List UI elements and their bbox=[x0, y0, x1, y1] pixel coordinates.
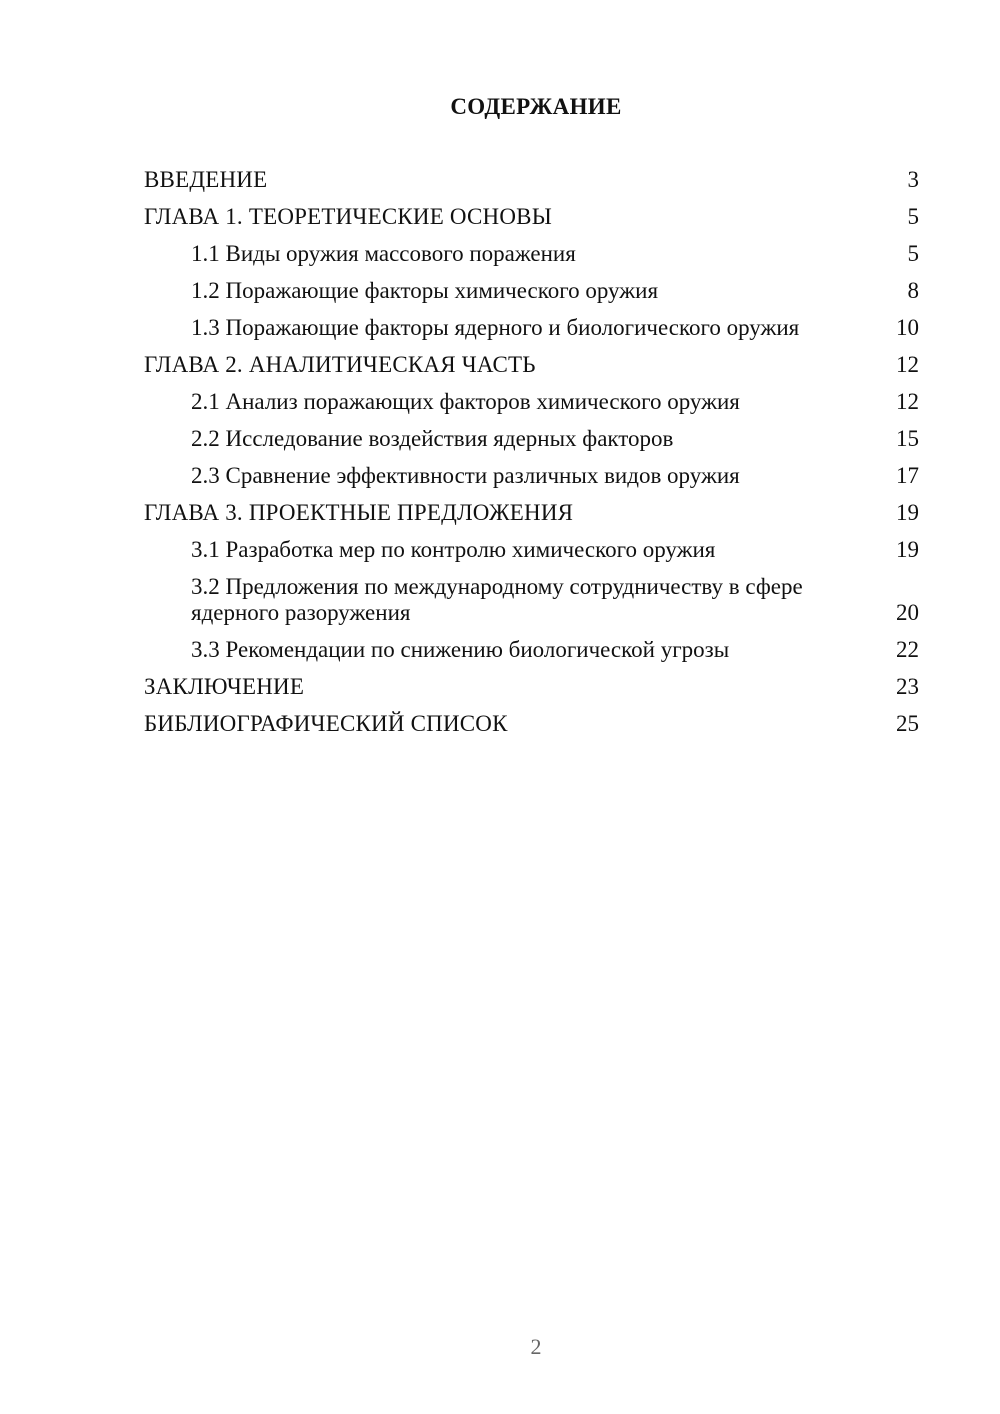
toc-entry bbox=[144, 463, 919, 489]
toc-entry-page: 19 bbox=[896, 500, 919, 525]
toc-entry bbox=[144, 389, 919, 415]
toc-entry-title: 3.2 Предложения по международному сотрудничеству в сфере ядерного разоружения bbox=[191, 574, 803, 625]
toc-entry-page: 10 bbox=[896, 315, 919, 340]
toc-entry-title: 2.3 Сравнение эффективности различных видов оружия bbox=[191, 463, 740, 488]
toc-entry bbox=[144, 574, 919, 626]
toc-entry-page: 8 bbox=[907, 278, 919, 303]
page-number: 2 bbox=[530, 1334, 542, 1359]
toc-entry-page: 15 bbox=[896, 426, 919, 451]
toc-entry-page: 12 bbox=[896, 352, 919, 377]
toc-entry bbox=[144, 500, 919, 526]
toc-entry bbox=[144, 637, 919, 663]
toc-entry-page: 20 bbox=[896, 600, 919, 625]
toc-entry-title: ГЛАВА 3. ПРОЕКТНЫЕ ПРЕДЛОЖЕНИЯ bbox=[144, 500, 574, 525]
page-title: СОДЕРЖАНИЕ bbox=[450, 94, 622, 119]
toc-entry bbox=[144, 278, 919, 304]
toc-entry-title: 2.2 Исследование воздействия ядерных факторов bbox=[191, 426, 674, 451]
toc-entry-title: 1.3 Поражающие факторы ядерного и биологического оружия bbox=[191, 315, 800, 340]
toc-entry-title: ГЛАВА 2. АНАЛИТИЧЕСКАЯ ЧАСТЬ bbox=[144, 352, 536, 377]
toc-entry bbox=[144, 167, 919, 193]
toc-entry-title: БИБЛИОГРАФИЧЕСКИЙ СПИСОК bbox=[144, 711, 508, 736]
toc-entry bbox=[144, 711, 919, 737]
toc-entry-title: 1.1 Виды оружия массового поражения bbox=[191, 241, 576, 266]
toc-entry-page: 3 bbox=[907, 167, 919, 192]
toc-entry bbox=[144, 352, 919, 378]
toc-entry-page: 22 bbox=[896, 637, 919, 662]
toc-entry-page: 5 bbox=[907, 204, 919, 229]
toc-entry-title: 2.1 Анализ поражающих факторов химического оружия bbox=[191, 389, 740, 414]
toc-entry-page: 5 bbox=[907, 241, 919, 266]
toc-entry-title: 1.2 Поражающие факторы химического оружия bbox=[191, 278, 659, 303]
toc-entry bbox=[144, 315, 919, 341]
toc-entry bbox=[144, 674, 919, 700]
toc-entry bbox=[144, 241, 919, 267]
toc-entry-title: 3.3 Рекомендации по снижению биологической угрозы bbox=[191, 637, 730, 662]
toc-entry-page: 19 bbox=[896, 537, 919, 562]
toc-entry-title: ЗАКЛЮЧЕНИЕ bbox=[144, 674, 305, 699]
toc-entry-page: 17 bbox=[896, 463, 919, 488]
toc-entry bbox=[144, 537, 919, 563]
toc-entry-page: 23 bbox=[896, 674, 919, 699]
toc-entry-title: ВВЕДЕНИЕ bbox=[144, 167, 268, 192]
toc-entry bbox=[144, 426, 919, 452]
toc-entry-page: 12 bbox=[896, 389, 919, 414]
toc-entry-title: 3.1 Разработка мер по контролю химического оружия bbox=[191, 537, 716, 562]
toc-entry-title: ГЛАВА 1. ТЕОРЕТИЧЕСКИЕ ОСНОВЫ bbox=[144, 204, 552, 229]
toc-entry-page: 25 bbox=[896, 711, 919, 736]
table-of-contents bbox=[144, 167, 919, 748]
toc-entry bbox=[144, 204, 919, 230]
